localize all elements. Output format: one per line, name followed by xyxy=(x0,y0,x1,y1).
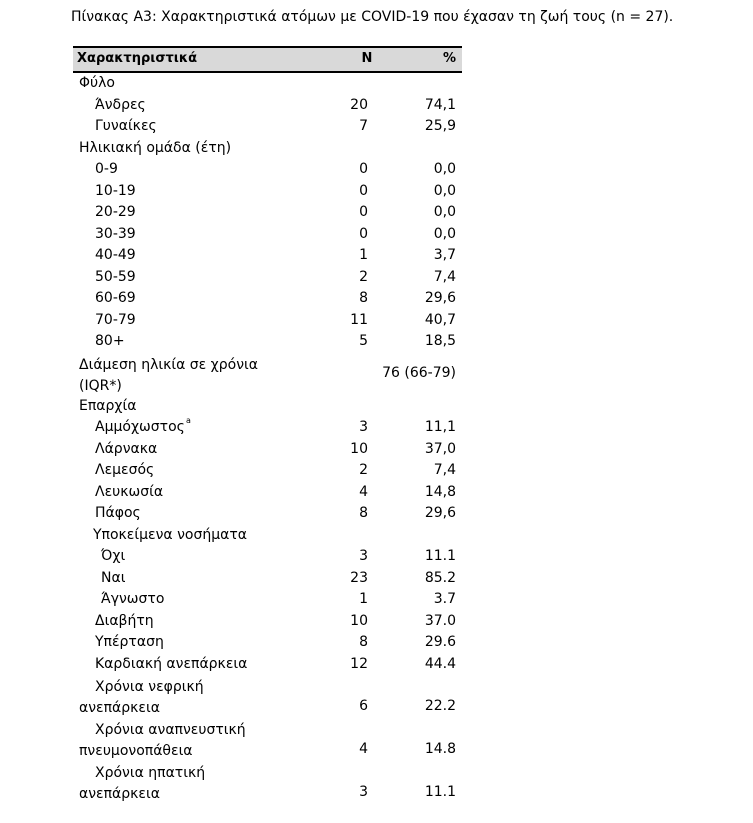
row-label: Διαβήτη xyxy=(95,612,154,629)
table-row xyxy=(73,503,462,525)
row-n: 2 xyxy=(359,268,368,285)
row-n: 23 xyxy=(350,569,368,586)
row-label: Χρόνια νεφρική ανεπάρκεια xyxy=(79,679,204,716)
median-age-label: Διάμεση ηλικία σε χρόνια (IQR*) xyxy=(79,356,258,394)
row-n: 3 xyxy=(359,784,368,800)
table-row xyxy=(73,632,462,654)
row-n: 10 xyxy=(350,440,368,457)
row-label: Λευκωσία xyxy=(95,483,164,500)
row-n: 8 xyxy=(359,634,368,650)
row-pct: 3,7 xyxy=(433,247,456,263)
row-pct: 0,0 xyxy=(433,182,456,199)
row-pct: 40,7 xyxy=(424,311,456,328)
row-label: 30-39 xyxy=(95,225,136,242)
characteristics-table xyxy=(73,46,462,804)
table-row xyxy=(73,718,462,761)
row-n: 10 xyxy=(350,612,368,629)
row-label: Πάφος xyxy=(95,505,141,521)
row-pct: 14.8 xyxy=(424,741,456,757)
table-row xyxy=(73,73,462,95)
row-n: 3 xyxy=(359,419,368,435)
table-body-chronic xyxy=(73,675,462,804)
row-label: Λάρνακα xyxy=(95,440,158,457)
header-pct: % xyxy=(442,51,456,66)
row-label: 60-69 xyxy=(95,290,136,306)
row-label: 0-9 xyxy=(95,161,118,177)
row-n: 11 xyxy=(350,311,368,328)
table-row xyxy=(73,181,462,203)
table-row: Αμμόχωστος a 3 11,1 xyxy=(95,416,456,435)
row-n: 5 xyxy=(359,333,368,349)
header-characteristics: Χαρακτηριστικά xyxy=(77,51,198,66)
table-row xyxy=(73,396,462,418)
table-row xyxy=(73,675,462,718)
row-pct: 7,4 xyxy=(433,462,456,478)
row-pct: 0,0 xyxy=(433,225,456,242)
row-pct: 44.4 xyxy=(424,655,456,672)
row-pct: 3.7 xyxy=(433,591,456,607)
row-n: 1 xyxy=(359,591,368,607)
row-pct: 7,4 xyxy=(433,268,456,285)
table-row xyxy=(73,761,462,804)
row-pct: 14,8 xyxy=(424,483,456,500)
row-pct: 0,0 xyxy=(433,204,456,220)
row-n: 2 xyxy=(359,462,368,478)
row-n: 8 xyxy=(359,290,368,306)
row-n: 12 xyxy=(350,655,368,672)
table-row xyxy=(73,202,462,224)
table-row xyxy=(73,589,462,611)
row-n: 4 xyxy=(359,741,368,757)
table-row xyxy=(73,482,462,504)
row-pct: 0,0 xyxy=(433,161,456,177)
table-row xyxy=(73,116,462,138)
row-label: 70-79 xyxy=(95,311,136,328)
row-label: 50-59 xyxy=(95,268,136,285)
row-n: 1 xyxy=(359,247,368,263)
row-label: Χρόνια αναπνευστική πνευμονοπάθεια xyxy=(79,722,246,759)
table-row xyxy=(73,331,462,353)
table-row xyxy=(73,159,462,181)
table-row xyxy=(73,546,462,568)
row-n: 6 xyxy=(359,698,368,714)
median-age-value: 76 (66-79) xyxy=(382,364,456,381)
row-label: Όχι xyxy=(101,548,126,564)
row-n: 0 xyxy=(359,161,368,177)
table-row xyxy=(73,568,462,590)
row-label: Ηλικιακή ομάδα (έτη) xyxy=(79,139,232,156)
table-row xyxy=(73,288,462,310)
row-pct: 18,5 xyxy=(424,333,456,349)
row-pct: 74,1 xyxy=(424,96,456,113)
table-row xyxy=(73,95,462,117)
row-n: 3 xyxy=(359,548,368,564)
row-label: 80+ xyxy=(95,333,125,349)
table-body-demographics xyxy=(73,73,462,353)
table-row xyxy=(73,525,462,547)
table-row xyxy=(73,460,462,482)
row-pct: 11.1 xyxy=(424,784,456,800)
header-n: N xyxy=(361,51,373,66)
row-label: Υποκείμενα νοσήματα xyxy=(93,526,247,543)
row-pct: 11,1 xyxy=(424,419,456,435)
row-pct: 29,6 xyxy=(424,290,456,306)
row-n: 4 xyxy=(359,483,368,500)
table-row xyxy=(73,224,462,246)
row-pct: 11.1 xyxy=(424,548,456,564)
table-row xyxy=(73,267,462,289)
row-label: Χρόνια ηπατική ανεπάρκεια xyxy=(79,765,206,802)
row-n: 8 xyxy=(359,505,368,521)
row-label: Άνδρες xyxy=(95,96,146,113)
table-row xyxy=(73,245,462,267)
row-label: Αμμόχωστος xyxy=(95,419,185,435)
median-age-row xyxy=(73,353,462,396)
row-label: Επαρχία xyxy=(79,397,137,414)
table-row xyxy=(73,611,462,633)
row-label: Λεμεσός xyxy=(95,462,155,478)
row-n: 20 xyxy=(350,96,368,113)
row-label: Ναι xyxy=(101,569,126,586)
row-label: Άγνωστο xyxy=(101,591,165,607)
row-n: 0 xyxy=(359,182,368,199)
table-row xyxy=(73,654,462,676)
row-label: Γυναίκες xyxy=(95,118,157,134)
row-pct: 25,9 xyxy=(424,118,456,134)
row-n: 0 xyxy=(359,225,368,242)
table-caption: Πίνακας Α3: Χαρακτηριστικά ατόμων με COVID-19 που έχασαν τη ζωή τους (n = 27). xyxy=(71,9,674,25)
row-label: 40-49 xyxy=(95,247,136,263)
row-label: 10-19 xyxy=(95,182,136,199)
table-header xyxy=(73,46,462,73)
row-pct: 37,0 xyxy=(424,440,456,457)
row-label: Καρδιακή ανεπάρκεια xyxy=(95,655,248,672)
row-pct: 37.0 xyxy=(424,612,456,629)
row-label: Υπέρταση xyxy=(95,634,164,650)
row-label: 20-29 xyxy=(95,204,136,220)
table-row xyxy=(73,310,462,332)
row-pct: 85.2 xyxy=(424,569,456,586)
row-pct: 29,6 xyxy=(424,505,456,521)
row-n: 7 xyxy=(359,118,368,134)
table-row xyxy=(73,138,462,160)
table-body-clinical xyxy=(73,396,462,676)
row-pct: 22.2 xyxy=(424,698,456,714)
row-n: 0 xyxy=(359,204,368,220)
row-label: Φύλο xyxy=(79,75,115,91)
table-row xyxy=(73,439,462,461)
row-pct: 29.6 xyxy=(424,634,456,650)
